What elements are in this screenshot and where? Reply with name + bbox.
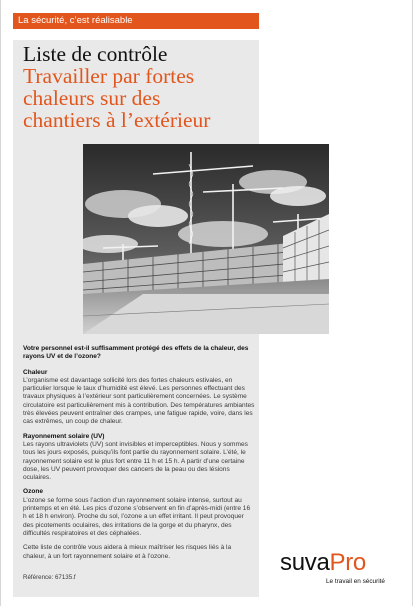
section-uv (23, 433, 255, 483)
reference-number: Référence: 67135.f (23, 574, 76, 581)
suvapro-logo (280, 550, 366, 576)
section-heading: Chaleur (23, 368, 48, 376)
lead-question: Votre personnel est-il suffisamment protégé des effets de la chaleur, des rayons UV et de l’ozone? (23, 345, 249, 361)
section-paragraph: Les rayons ultraviolets (UV) sont invisibles et imperceptibles. Nous y sommes tous les jours exposés, puisqu’ils font partie du rayonnement solaire. L’été, le rayonnement solaire est le plus fort entre 11 h et 15 h. A partir d’une certaine dose, les UV peuvent provoquer des cancers de la peau ou des lésions oculaires. (23, 440, 248, 482)
section-heading: Rayonnement solaire (UV) (23, 432, 105, 440)
subtitle-line-1: Travailler par fortes (23, 64, 195, 88)
page-title: Liste de contrôle (23, 42, 168, 66)
section-ozone (23, 488, 255, 538)
section-heat (23, 369, 255, 427)
section-heading: Ozone (23, 488, 44, 496)
page-subtitle (23, 65, 273, 131)
body-text (23, 345, 255, 561)
section-paragraph: L’organisme est davantage sollicité lors des fortes chaleurs estivales, en particulier lorsque le taux d’humidité est élevé. Les personnes effectuant des travaux physiques à l’extérieur sont particulièrement concernées. Le système circulatoire est particulièrement mis à contribution. Des températures ambiantes très élevées peuvent entraîner des crampes, une fatigue rapide, voire, dans les cas extrêmes, un coup de chaleur. (23, 376, 255, 426)
closing-paragraph: Cette liste de contrôle vous aidera à mieux maîtriser les risques liés à la chaleur, à un fort rayonnement solaire et à l’ozone. (23, 544, 232, 560)
logo-pro-text: Pro (329, 549, 366, 576)
subtitle-line-3: chantiers à l’extérieur (23, 108, 211, 132)
logo-tagline: Le travail en sécurité (326, 578, 385, 585)
construction-site-photo (83, 144, 329, 334)
series-banner: La sécurité, c’est réalisable (13, 13, 259, 29)
logo-suva-text: suva (280, 549, 330, 576)
section-paragraph: L’ozone se forme sous l’action d’un rayonnement solaire intense, surtout au printemps et en été. Les pics d’ozone s’observent en fin d’après-midi (entre 16 h et 18 h environ). Proche du sol, l’ozone a un effet irritant. Il peut provoquer des picotements oculaires, des irritations de la gorge et du pharynx, des difficultés respiratoires et des céphalées. (23, 496, 251, 537)
subtitle-line-2: chaleurs sur des (23, 86, 161, 110)
construction-photo-illustration (83, 144, 329, 334)
